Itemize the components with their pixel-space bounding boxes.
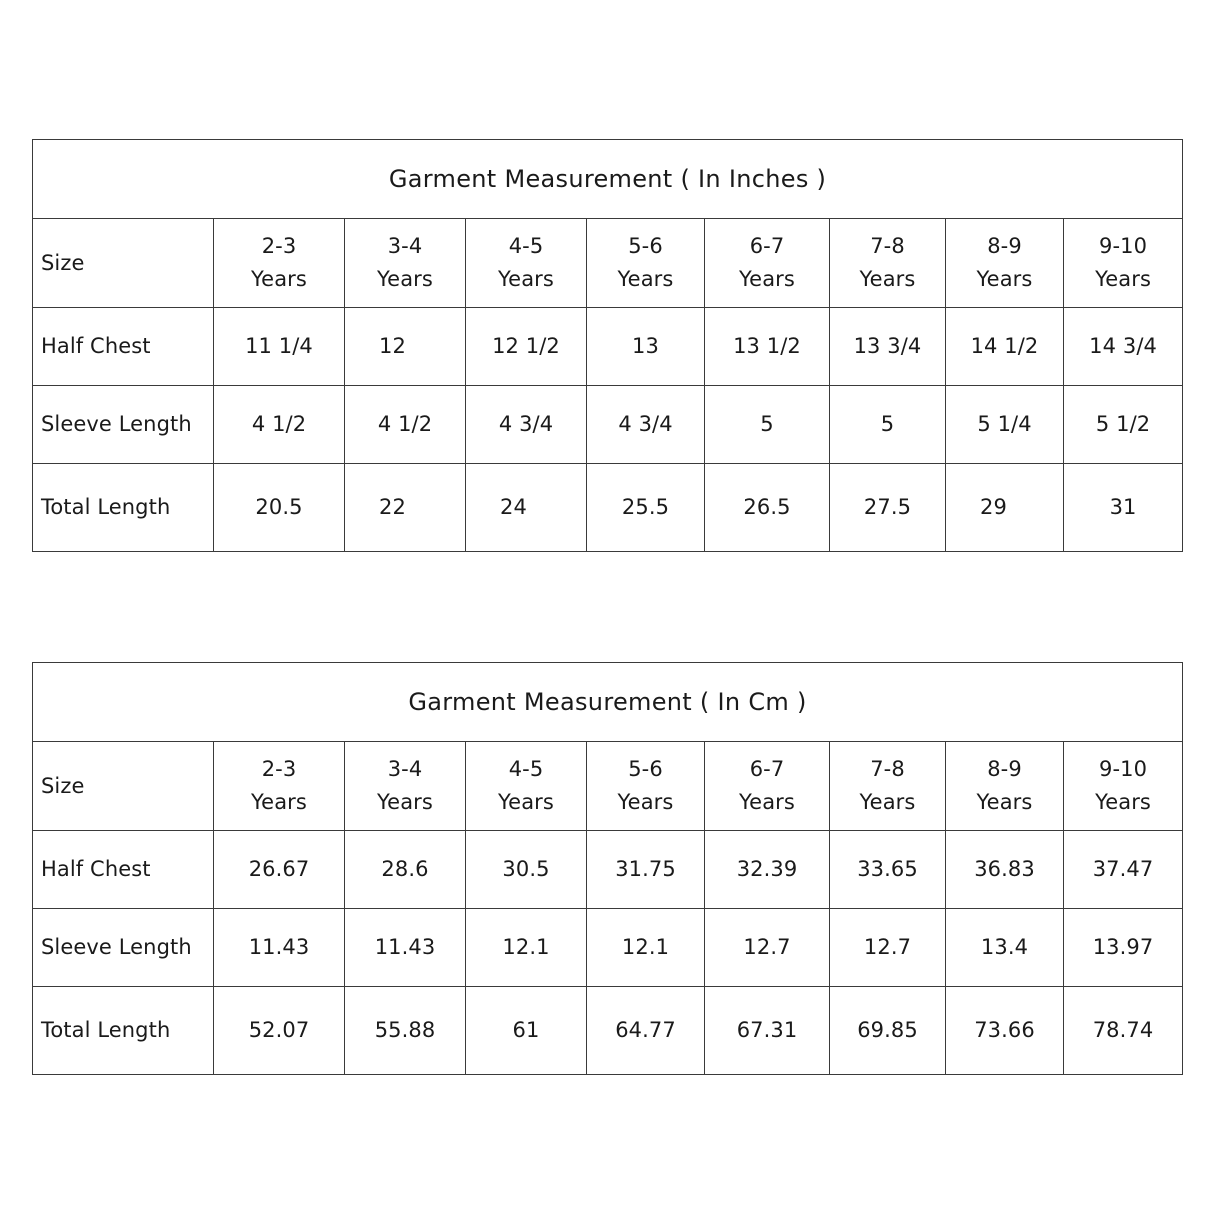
size-column-header [946, 219, 1064, 308]
size-unit: Years [377, 267, 433, 291]
size-range: 2-3 [261, 757, 297, 781]
row-label: Half Chest [33, 308, 214, 386]
measurement-cell: 78.74 [1064, 987, 1183, 1075]
size-range: 7-8 [870, 234, 905, 258]
measurement-cell: 25.5 [587, 464, 705, 552]
table-row-sleeve-length [33, 386, 1183, 464]
measurement-cell: 20.5 [214, 464, 345, 552]
size-range: 8-9 [987, 757, 1022, 781]
table-row-half-chest [33, 831, 1183, 909]
measurement-cell: 26.67 [214, 831, 345, 909]
measurement-cell: 73.66 [946, 987, 1064, 1075]
size-column-header [830, 742, 946, 831]
size-unit: Years [859, 790, 916, 814]
measurement-cell: 22 [345, 464, 466, 552]
size-range: 4-5 [508, 234, 544, 258]
size-column-header [214, 742, 345, 831]
size-column-header [1064, 742, 1183, 831]
size-column-header [1064, 219, 1183, 308]
measurement-cell: 12.7 [705, 909, 830, 987]
table-row-total-length [33, 987, 1183, 1075]
measurement-cell: 13.97 [1064, 909, 1183, 987]
measurement-cell: 5 [705, 386, 830, 464]
size-chart-cm [32, 662, 1183, 1075]
size-range: 6-7 [749, 234, 785, 258]
table-row-sleeve-length [33, 909, 1183, 987]
size-unit: Years [1095, 267, 1152, 291]
size-unit: Years [377, 790, 433, 814]
measurement-cell: 64.77 [587, 987, 705, 1075]
row-label: Sleeve Length [33, 386, 214, 464]
measurement-cell: 5 [830, 386, 946, 464]
size-range: 7-8 [870, 757, 905, 781]
measurement-cell: 67.31 [705, 987, 830, 1075]
size-range: 3-4 [387, 757, 423, 781]
measurement-cell: 12.1 [466, 909, 587, 987]
measurement-cell: 13 3/4 [830, 308, 946, 386]
size-column-header [466, 219, 587, 308]
measurement-cell: 11.43 [345, 909, 466, 987]
row-label: Total Length [33, 987, 214, 1075]
measurement-cell: 12 [345, 308, 466, 386]
size-range: 3-4 [387, 234, 423, 258]
measurement-cell: 12.7 [830, 909, 946, 987]
measurement-cell: 37.47 [1064, 831, 1183, 909]
size-unit: Years [859, 267, 916, 291]
size-chart-inches [32, 139, 1183, 552]
measurement-cell: 4 3/4 [466, 386, 587, 464]
measurement-cell: 14 1/2 [946, 308, 1064, 386]
size-unit: Years [976, 790, 1033, 814]
measurement-cell: 14 3/4 [1064, 308, 1183, 386]
measurement-cell: 55.88 [345, 987, 466, 1075]
measurement-cell: 27.5 [830, 464, 946, 552]
size-range: 4-5 [508, 757, 544, 781]
size-label: Size [33, 742, 214, 831]
size-unit: Years [498, 267, 554, 291]
measurement-cell: 13 1/2 [705, 308, 830, 386]
size-unit: Years [1095, 790, 1151, 814]
size-unit: Years [739, 267, 795, 291]
measurement-cell: 5 1/2 [1064, 386, 1183, 464]
row-label: Half Chest [33, 831, 214, 909]
size-header-row [33, 219, 1183, 308]
size-range: 9-10 [1098, 757, 1148, 781]
measurement-cell: 12.1 [587, 909, 705, 987]
size-unit: Years [617, 267, 674, 291]
row-label: Sleeve Length [33, 909, 214, 987]
size-range: 9-10 [1099, 234, 1148, 258]
size-column-header [587, 742, 705, 831]
measurement-cell: 5 1/4 [946, 386, 1064, 464]
table-row-total-length [33, 464, 1183, 552]
size-unit: Years [617, 790, 674, 814]
measurement-cell: 28.6 [345, 831, 466, 909]
measurement-cell: 24 [466, 464, 587, 552]
measurement-cell: 13.4 [946, 909, 1064, 987]
measurement-cell: 33.65 [830, 831, 946, 909]
size-label: Size [33, 219, 214, 308]
table-title: Garment Measurement ( In Cm ) [33, 663, 1183, 742]
measurement-cell: 4 1/2 [214, 386, 345, 464]
size-range: 6-7 [749, 757, 785, 781]
size-unit: Years [251, 790, 307, 814]
size-range: 5-6 [628, 234, 663, 258]
measurement-cell: 30.5 [466, 831, 587, 909]
size-header-row [33, 742, 1183, 831]
measurement-cell: 52.07 [214, 987, 345, 1075]
measurement-cell: 13 [587, 308, 705, 386]
size-range: 2-3 [261, 234, 297, 258]
size-column-header [946, 742, 1064, 831]
measurement-cell: 31 [1064, 464, 1183, 552]
size-range: 8-9 [987, 234, 1022, 258]
measurement-cell: 4 3/4 [587, 386, 705, 464]
size-column-header [214, 219, 345, 308]
measurement-cell: 36.83 [946, 831, 1064, 909]
measurement-cell: 4 1/2 [345, 386, 466, 464]
size-unit: Years [976, 267, 1033, 291]
measurement-cell: 12 1/2 [466, 308, 587, 386]
table-row-half-chest [33, 308, 1183, 386]
measurement-cell: 11 1/4 [214, 308, 345, 386]
row-label: Total Length [33, 464, 214, 552]
measurement-cell: 29 [946, 464, 1064, 552]
measurement-cell: 32.39 [705, 831, 830, 909]
table-title: Garment Measurement ( In Inches ) [33, 140, 1183, 219]
size-column-header [345, 742, 466, 831]
size-unit: Years [251, 267, 307, 291]
size-column-header [345, 219, 466, 308]
size-column-header [705, 219, 830, 308]
size-range: 5-6 [628, 757, 663, 781]
measurement-cell: 61 [466, 987, 587, 1075]
size-unit: Years [498, 790, 554, 814]
size-column-header [705, 742, 830, 831]
measurement-cell: 26.5 [705, 464, 830, 552]
measurement-cell: 11.43 [214, 909, 345, 987]
size-column-header [830, 219, 946, 308]
measurement-cell: 69.85 [830, 987, 946, 1075]
size-column-header [466, 742, 587, 831]
size-column-header [587, 219, 705, 308]
size-unit: Years [739, 790, 795, 814]
measurement-cell: 31.75 [587, 831, 705, 909]
